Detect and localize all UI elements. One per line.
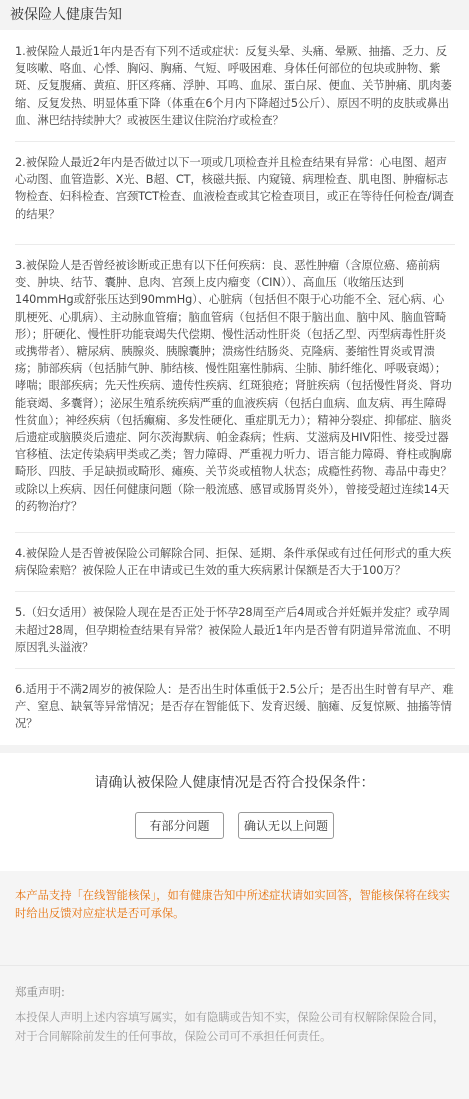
page-header bbox=[0, 0, 469, 30]
question-6: 6.适用于不满2周岁的被保险人：是否出生时体重低于2.5公斤；是否出生时曾有早产、难产、窒息、缺氧等异常情况；是否存在智能低下、发育迟缓、脑瘫、反复惊厥、抽搐等情况？ bbox=[15, 683, 454, 731]
question-1: 1.被保险人最近1年内是否有下列不适或症状：反复头晕、头痛、晕厥、抽搐、乏力、反复咳嗽、咯血、心悸、胸闷、胸痛、气短、呼吸困难、身体任何部位的包块或肿物、紫斑、反复腹痛、黄疸、肝区疼痛、浮肿、耳鸣、血尿、蛋白尿、便血、关节肿痛、肌肉萎缩、反复发热、明显体重下降（体重在6个月内下降超过5公斤）、原因不明的皮肤或鼻出血、淋巴结持续肿大？或被医生建议住院治疗或检查？ bbox=[15, 30, 455, 142]
disclaimer-section bbox=[0, 965, 469, 1099]
confirm-no-issues-button[interactable]: 确认无以上问题 bbox=[238, 812, 334, 839]
smart-underwriting-notice bbox=[0, 871, 469, 965]
page-title: 被保险人健康告知 bbox=[10, 7, 122, 23]
question-2: 2.被保险人最近2年内是否做过以下一项或几项检查并且检查结果有异常：心电图、超声心动图、血管造影、X光、B超、CT，核磁共振、内窥镜、病理检查、肌电图、肿瘤标志物检查、妇科检查、宫颈TCT检查、血液检查或其它检查项目，或正在等待任何检查/调查的结果？ bbox=[15, 142, 455, 245]
confirm-title: 请确认被保险人健康情况是否符合投保条件： bbox=[94, 774, 375, 791]
disclaimer-title: 郑重声明: bbox=[15, 984, 65, 999]
has-issues-button[interactable]: 有部分问题 bbox=[135, 812, 224, 839]
disclaimer-text: 本投保人声明上述内容填写属实，如有隐瞒或告知不实，保险公司有权解除保险合同，对于合同解除前发生的任何事故，保险公司可不承担任何责任。 bbox=[15, 1010, 445, 1043]
notice-text: 本产品支持「在线智能核保」，如有健康告知中所述症状请如实回答，智能核保将在线实时给出反馈对应症状是否可承保。 bbox=[15, 888, 450, 920]
question-3: 3.被保险人是否曾经被诊断或正患有以下任何疾病：良、恶性肿瘤（含原位癌、癌前病变、肿块、结节、囊肿、息肉、宫颈上皮内瘤变（CIN））、高血压（收缩压达到140mmHg或舒张压达到90mmHg）、心脏病（包括但不限于心功能不全、冠心病、心肌梗死、心肌病）、主动脉血管瘤；脑血管病（包括但不限于脑出血、脑中风、脑血管畸形）；肝硬化、慢性肝功能衰竭失代偿期、慢性活动性肝炎（包括乙型、丙型病毒性肝炎或携带者）、糖尿病、胰腺炎、胰腺囊肿；溃疡性结肠炎、克隆病、萎缩性胃炎或胃溃疡；肺部疾病（包括肺气肿、肺结核、慢性阻塞性肺病、尘肺、肺纤维化、呼吸衰竭）；哮喘；眼部疾病；先天性疾病、遗传性疾病、红斑狼疮；肾脏疾病（包括慢性肾炎、肾功能衰竭、多囊肾）；泌尿生殖系统疾病严重的血液疾病（包括白血病、血友病、再生障碍性贫血）；神经疾病（包括癫痫、多发性硬化、重症肌无力）；精神分裂症、抑郁症、脑炎后遗症或脑膜炎后遗症、阿尔茨海默病、帕金森病；性病、艾滋病及HIV阳性、接受过器官移植、法定传染病甲类或乙类；智力障碍、严重视力听力、语言能力障碍、脊柱或胸廓畸形、四肢、手足缺损或畸形、瘫痪、关节炎或植物人状态；成瘾性药物、毒品中毒史？或除以上疾病、因任何健康问题（除一般流感、感冒或肠胃炎外），曾接受超过连续14天的药物治疗？ bbox=[15, 245, 455, 533]
questions-list bbox=[0, 30, 469, 745]
question-4: 4.被保险人是否曾被保险公司解除合同、拒保、延期、条件承保或有过任何形式的重大疾病保险索赔？被保险人正在申请或已生效的重大疾病累计保额是否大于100万？ bbox=[15, 533, 455, 592]
confirm-button-row bbox=[0, 812, 469, 839]
question-5: 5.（妇女适用）被保险人现在是否正处于怀孕28周至产后4周或合并妊娠并发症？或孕周未超过28周，但孕期检查结果有异常？被保险人最近1年内是否曾有阴道异常流血、不明原因乳头溢液？ bbox=[15, 592, 455, 669]
confirm-section bbox=[0, 745, 469, 871]
